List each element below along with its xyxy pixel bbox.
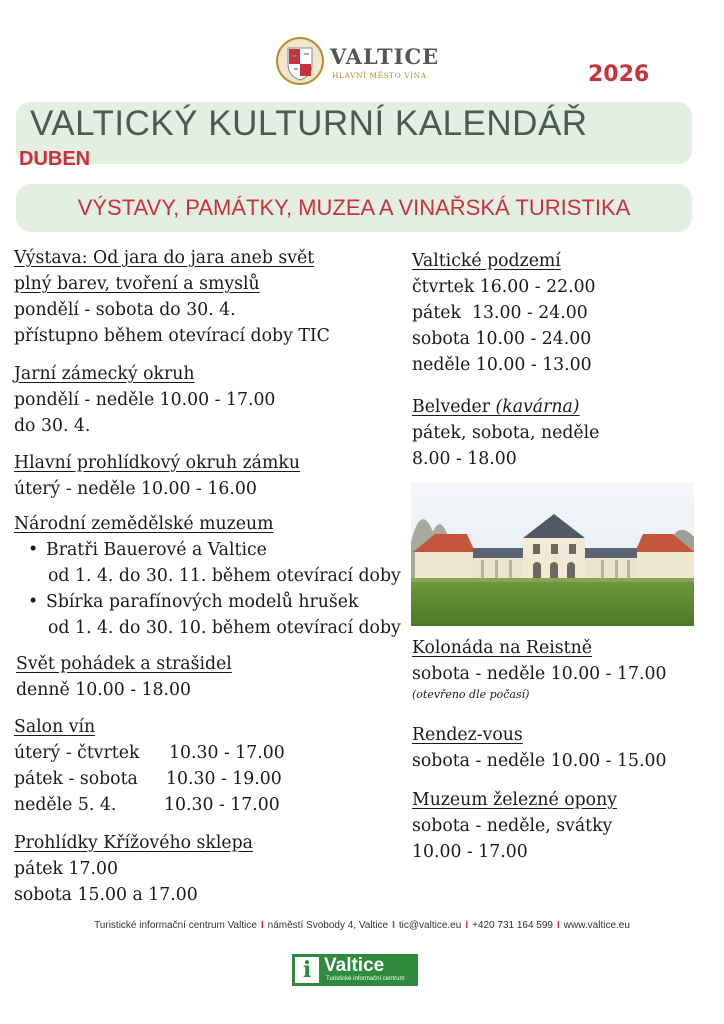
footer-separator: I (465, 920, 469, 931)
footer-web[interactable]: www.valtice.eu (563, 920, 630, 931)
event-krizovy-sklep (14, 830, 253, 908)
month-label: DUBEN (19, 148, 91, 170)
event-title: plný barev, tvoření a smyslů (14, 274, 260, 294)
list-item: • Bratři Bauerové a Valtice (14, 537, 401, 563)
event-title: Výstava: Od jara do jara aneb svět (14, 248, 315, 268)
footer-separator: I (260, 920, 264, 931)
schedule-row (14, 740, 285, 766)
info-icon: i (295, 957, 319, 983)
event-detail: úterý - neděle 10.00 - 16.00 (14, 479, 257, 499)
event-detail: od 1. 4. do 30. 11. během otevírací doby (48, 566, 401, 586)
tic-logo (292, 954, 418, 986)
valtice-logo (274, 36, 440, 86)
footer-contacts (0, 920, 724, 931)
schedule-time: 10.30 - 17.00 (164, 795, 280, 815)
event-note: (otevřeno dle počasí) (412, 688, 530, 701)
event-detail: 10.00 - 17.00 (412, 842, 528, 862)
schedule-day: pátek - sobota (14, 769, 138, 789)
event-title-text: Belveder (412, 397, 490, 417)
event-detail: pátek 17.00 (14, 859, 118, 879)
event-salon-vin (14, 714, 285, 818)
event-title-paren: (kavárna) (495, 397, 580, 417)
event-detail: přístupno během otevírací doby TIC (14, 326, 330, 346)
event-detail: sobota - neděle, svátky (412, 816, 613, 836)
list-item: • Sbírka parafínových modelů hrušek (14, 589, 401, 615)
event-title: Kolonáda na Reistně (412, 638, 592, 658)
footer-address: náměstí Svobody 4, Valtice (267, 920, 389, 931)
event-detail: sobota - neděle 10.00 - 15.00 (412, 751, 667, 771)
tic-logo-name: Valtice (324, 955, 385, 976)
schedule-day: neděle 5. 4. (14, 795, 117, 815)
page-title: VALTICKÝ KULTURNÍ KALENDÁŘ (30, 104, 588, 143)
event-detail: 8.00 - 18.00 (412, 449, 517, 469)
event-pohadky (16, 651, 232, 703)
logo-name: VALTICE (330, 44, 440, 69)
logo-tagline: HLAVNÍ MĚSTO VÍNA (332, 71, 427, 80)
coat-of-arms-icon (274, 36, 326, 86)
event-detail: do 30. 4. (14, 416, 91, 436)
event-detail: pondělí - neděle 10.00 - 17.00 (14, 390, 276, 410)
footer-phone[interactable]: +420 731 164 599 (472, 920, 553, 931)
schedule-row (14, 792, 285, 818)
event-title (412, 394, 599, 420)
event-title: Salon vín (14, 717, 96, 737)
event-detail: pondělí - sobota do 30. 4. (14, 300, 236, 320)
event-title: Jarní zámecký okruh (14, 364, 195, 384)
event-muzeum (14, 511, 401, 641)
year-label: 2026 (588, 62, 650, 87)
schedule-time: 10.30 - 19.00 (166, 769, 282, 789)
event-detail: pátek 13.00 - 24.00 (412, 303, 588, 323)
footer-separator: I (557, 920, 560, 931)
event-title: Svět pohádek a strašidel (16, 654, 232, 674)
event-belveder (412, 394, 599, 472)
event-detail: sobota 15.00 a 17.00 (14, 885, 198, 905)
event-detail: pátek, sobota, neděle (412, 423, 600, 443)
event-title: Hlavní prohlídkový okruh zámku (14, 453, 300, 473)
event-rendez-vous (412, 722, 666, 774)
event-title: Národní zemědělské muzeum (14, 514, 274, 534)
event-detail: sobota 10.00 - 24.00 (412, 329, 592, 349)
event-detail: od 1. 4. do 30. 10. během otevírací doby (48, 618, 401, 638)
event-kolonada (412, 635, 666, 703)
schedule-time: 10.30 - 17.00 (169, 743, 285, 763)
event-title: Rendez-vous (412, 725, 523, 745)
event-vystava (14, 245, 330, 349)
event-zelezna-opona (412, 787, 617, 865)
event-jarni-okruh (14, 361, 275, 439)
event-detail: neděle 10.00 - 13.00 (412, 355, 592, 375)
schedule-day: úterý - čtvrtek (14, 743, 140, 763)
page-subtitle: VÝSTAVY, PAMÁTKY, MUZEA A VINAŘSKÁ TURISTIKA (77, 195, 631, 220)
footer-separator: I (392, 920, 395, 931)
event-title: Valtické podzemí (412, 251, 561, 271)
event-title: Muzeum železné opony (412, 790, 617, 810)
event-detail: čtvrtek 16.00 - 22.00 (412, 277, 596, 297)
footer-org: Turistické informační centrum Valtice (94, 920, 257, 931)
tic-logo-sub: Turistické informační centrum (326, 976, 405, 982)
footer-email[interactable]: tic@valtice.eu (398, 920, 462, 931)
event-detail: denně 10.00 - 18.00 (16, 680, 192, 700)
event-valticke-podzemi (412, 248, 596, 378)
event-detail: sobota - neděle 10.00 - 17.00 (412, 664, 667, 684)
building-photo (411, 482, 694, 626)
event-title: Prohlídky Křížového sklepa (14, 833, 253, 853)
schedule-row (14, 766, 285, 792)
event-hlavni-okruh (14, 450, 300, 502)
